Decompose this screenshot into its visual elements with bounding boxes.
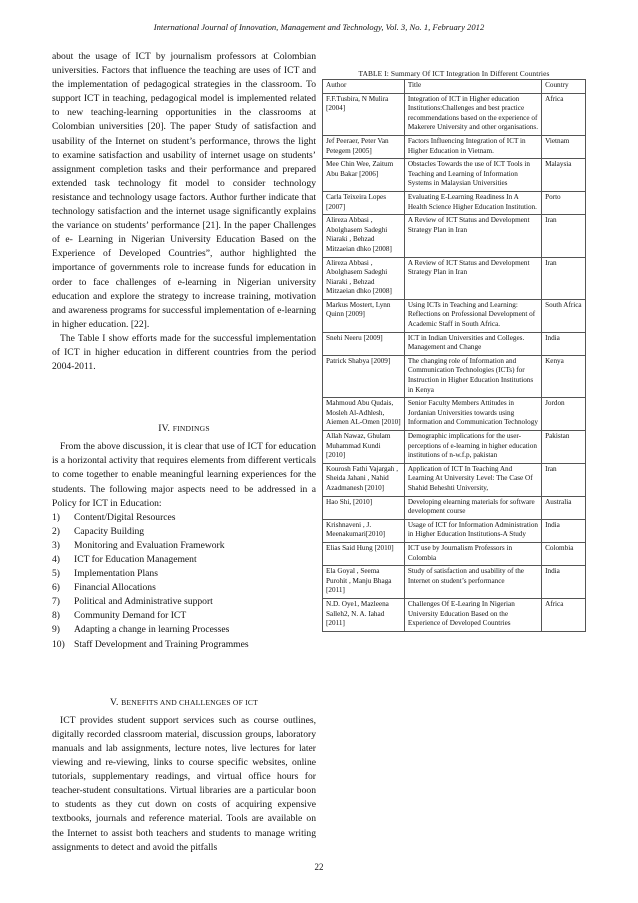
cell-author: Alireza Abbasi , Abolghasem Sadeghi Niaraki , Behzad Mitzaeian dhko [2008]	[323, 215, 405, 257]
list-item-text: Financial Allocations	[74, 582, 156, 594]
cell-title: Demographic implications for the user-perceptions of e-learning in higher education institutions of n-w.f.p, pakistan	[404, 431, 541, 464]
table-row	[323, 191, 586, 214]
cell-author: Markus Mostert, Lynn Quinn [2009]	[323, 299, 405, 332]
list-item-text: Political and Administrative support	[74, 596, 213, 608]
cell-title: Obstacles Towards the use of ICT Tools in Teaching and Learning of Information Systems in Malaysian Universities	[404, 159, 541, 192]
cell-country: Vietnam	[542, 135, 586, 158]
cell-country: Jordon	[542, 398, 586, 431]
cell-author: F.F.Tusbira, N Mulira [2004]	[323, 93, 405, 135]
right-column	[322, 69, 586, 632]
list-item-number: 7)	[52, 596, 60, 608]
cell-country: Pakistan	[542, 431, 586, 464]
body-paragraph: From the above discussion, it is clear that use of ICT for education is a horizontal activity that requires elements from different verticals to come together to enable meaningful learning experiences for the students. The following major aspects need to be addressed in a Policy for ICT in Education:	[52, 441, 316, 509]
cell-author: Mahmoud Abu Qudais, Mosleh Al-Adhlesh, Aiemen AL-Omen [2010]	[323, 398, 405, 431]
cell-author: N.D. Oye1, Mazleena Salleh2, N. A. Iahad [2011]	[323, 598, 405, 631]
list-item	[52, 525, 316, 539]
cell-country: Malaysia	[542, 159, 586, 192]
cell-author: Carla Teixeira Lopes [2007]	[323, 191, 405, 214]
cell-country: Iran	[542, 463, 586, 496]
table-row	[323, 332, 586, 355]
list-item	[52, 609, 316, 623]
list-item	[52, 581, 316, 595]
list-item-number: 9)	[52, 624, 60, 636]
table-header-row	[323, 80, 586, 94]
list-item-text: Adapting a change in learning Processes	[74, 624, 230, 636]
cell-author: Hao Shi, [2010]	[323, 496, 405, 519]
cell-title: ICT use by Journalism Professors in Colombia	[404, 542, 541, 565]
table-row	[323, 159, 586, 192]
cell-author: Patrick Shabya [2009]	[323, 355, 405, 397]
list-item-text: Staff Development and Training Programmes	[74, 638, 249, 650]
cell-author: Kourosh Fathi Vajargah , Sheida Jahani , Nahid Azadmanesh [2010]	[323, 463, 405, 496]
list-item-number: 2)	[52, 525, 60, 537]
section-title: BENEFITS AND CHALLENGES OF ICT	[121, 697, 258, 707]
cell-country: Australia	[542, 496, 586, 519]
header-author: Author	[323, 80, 405, 94]
table-row	[323, 496, 586, 519]
cell-country: Kenya	[542, 355, 586, 397]
table-row	[323, 257, 586, 299]
section-number: V.	[110, 696, 122, 708]
cell-author: Jef Peeraer, Peter Van Petegem [2005]	[323, 135, 405, 158]
cell-author: Alireza Abbasi , Abolghasem Sadeghi Niaraki , Behzad Mitzaeian dhko [2008]	[323, 257, 405, 299]
section-number: IV.	[158, 423, 173, 435]
list-item-number: 4)	[52, 554, 60, 565]
list-item-number: 10)	[52, 638, 65, 650]
table-row	[323, 135, 586, 158]
cell-country: Iran	[542, 257, 586, 299]
list-item-text: Community Demand for ICT	[74, 610, 187, 622]
cell-author: Ela Goyal , Seema Purohit , Manju Bhaga [2011]	[323, 566, 405, 599]
section-title: FINDINGS	[172, 424, 210, 434]
left-column	[52, 50, 316, 855]
section-heading-benefits	[52, 696, 316, 710]
table-row	[323, 519, 586, 542]
section-heading-findings	[52, 422, 316, 436]
cell-author: Mee Chin Wee, Zaitum Abu Bakar [2006]	[323, 159, 405, 192]
cell-title: Factors Influencing Integration of ICT in Higher Education in Vietnam.	[404, 135, 541, 158]
cell-title: Evaluating E-Learning Readiness In A Health Science Higher Education Institution.	[404, 191, 541, 214]
cell-country: Africa	[542, 93, 586, 135]
cell-country: Iran	[542, 215, 586, 257]
cell-title: Study of satisfaction and usability of the Internet on student’s performance	[404, 566, 541, 599]
cell-country: Porto	[542, 191, 586, 214]
cell-title: Senior Faculty Members Attitudes in Jordanian Universities towards using Information and Communication Technology	[404, 398, 541, 431]
cell-title: The changing role of Information and Communication Technologies (ICTs) for Instruction in Higher Education Institutions in Kenya	[404, 355, 541, 397]
cell-title: Usage of ICT for Information Administration in Higher Education Institutions-A Study	[404, 519, 541, 542]
body-paragraph: ICT provides student support services such as course outlines, digitally recorded classroom material, discussion groups, laboratory manuals and lab assignments, lecture notes, live lectures for later viewing and re-viewing, links to course specific websites, online tutorials, supplementary readings, and virtual office hours for teacher-student consultations. Virtual libraries are a particular boon to students as they cut down on costs of acquiring expensive textbooks, journals and reference material. Tools are available on the Internet to assist both teachers and students to manage writing assignments to detect and avoid the pitfalls	[52, 714, 316, 853]
cell-country: India	[542, 332, 586, 355]
list-item-text: Implementation Plans	[74, 568, 158, 580]
list-item-text: ICT for Education Management	[74, 554, 197, 565]
cell-title: Application of ICT In Teaching And Learning At University Level: The Case Of Shahid Beheshti University,	[404, 463, 541, 496]
cell-title: Challenges Of E-Learing In Nigerian University Education Based on the Experience of Developed Countries	[404, 598, 541, 631]
cell-author: Allah Nawaz, Ghulam Muhammad Kundi [2010]	[323, 431, 405, 464]
cell-author: Elias Said Hung [2010]	[323, 542, 405, 565]
cell-title: Integration of ICT in Higher education Institutions:Challenges and best practice recommendations based on the experience of Makerere University and other organisations.	[404, 93, 541, 135]
body-paragraph: about the usage of ICT by journalism professors at Colombian universities. Factors that influence the teaching are uses of ICT and the implementation of pedagogical strategies in the classroom. To support ICT in teaching, pedagogical model is implemented related to new teaching-learning opportunities in the classrooms at Colombian universities [20]. The paper Study of satisfaction and usability of the Internet on student’s performance, throws the light to examine satisfaction and usability of internet usage on students’ assignment completion tasks and their performance and prepared extended task technology fit model to consider technology resistance and technology usage factors. Author further indicate that technology satisfaction and the internet usage significantly explains the variance on students’ performance [21]. In the paper Challenges of e- Learning in Nigerian University Education Based on the Experience of Developed Countries”, author highlighted the importance of governments role to increase funds for education in order to face challenges of e-learning in Nigerian university education and explore the strategy to increase training, motivation and awareness programs for successful implementation of e-learning in higher education. [22].	[52, 51, 317, 330]
table-caption: TABLE I: Summary Of ICT Integration In Different Countries	[358, 69, 550, 78]
cell-title: Using ICTs in Teaching and Learning: Reflections on Professional Development of Academic Staff in South Africa.	[404, 299, 541, 332]
cell-title: A Review of ICT Status and Development Strategy Plan in Iran	[404, 257, 541, 299]
cell-title: ICT in Indian Universities and Colleges. Management and Change	[404, 332, 541, 355]
cell-country: India	[542, 566, 586, 599]
header-title: Title	[404, 80, 541, 94]
list-item-text: Content/Digital Resources	[74, 511, 176, 523]
table-row	[323, 398, 586, 431]
header-country: Country	[542, 80, 586, 94]
table-row	[323, 93, 586, 135]
table-row	[323, 566, 586, 599]
list-item	[52, 623, 316, 637]
table-row	[323, 598, 586, 631]
list-item-text: Monitoring and Evaluation Framework	[74, 539, 225, 551]
findings-list	[52, 511, 316, 652]
table-row	[323, 355, 586, 397]
list-item	[52, 567, 316, 581]
body-paragraph: The Table I show efforts made for the successful implementation of ICT in higher education in different countries from the period 2004-2011.	[52, 332, 316, 373]
cell-country: Colombia	[542, 542, 586, 565]
list-item-number: 6)	[52, 582, 60, 594]
list-item-text: Capacity Building	[74, 525, 145, 537]
list-item-number: 8)	[52, 610, 60, 622]
list-item-number: 5)	[52, 568, 60, 580]
table-row	[323, 431, 586, 464]
cell-author: Snehi Neeru [2009]	[323, 332, 405, 355]
cell-title: Developing elearning materials for software development course	[404, 496, 541, 519]
table-row	[323, 215, 586, 257]
list-item	[52, 553, 316, 567]
cell-country: Africa	[542, 598, 586, 631]
list-item	[52, 511, 316, 525]
ict-summary-table	[322, 79, 586, 632]
table-row	[323, 463, 586, 496]
cell-author: Krishnaveni , J. Meenakumari[2010]	[323, 519, 405, 542]
list-item	[52, 595, 316, 609]
list-item	[52, 638, 316, 652]
journal-header: International Journal of Innovation, Management and Technology, Vol. 3, No. 1, February 2012	[153, 22, 485, 32]
table-row	[323, 299, 586, 332]
cell-title: A Review of ICT Status and Development Strategy Plan in Iran	[404, 215, 541, 257]
cell-country: India	[542, 519, 586, 542]
list-item-number: 3)	[52, 539, 60, 551]
page-number: 22	[314, 862, 324, 872]
list-item-number: 1)	[52, 511, 60, 523]
cell-country: South Africa	[542, 299, 586, 332]
table-row	[323, 542, 586, 565]
list-item	[52, 539, 316, 553]
